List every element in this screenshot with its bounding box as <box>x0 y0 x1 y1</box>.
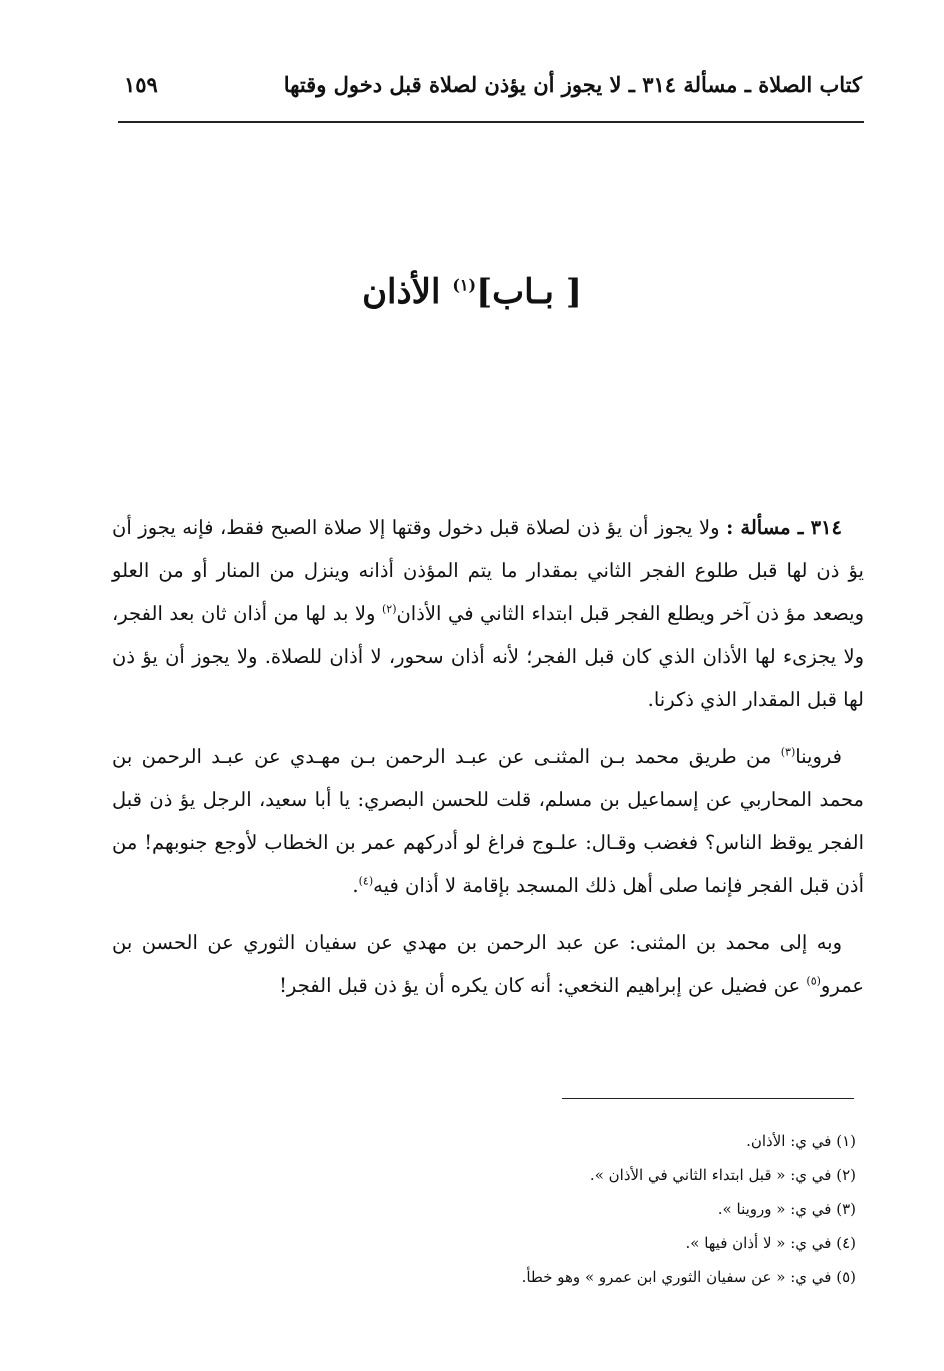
paragraph-issue-314 <box>112 506 864 721</box>
paragraph-text: من طريق محمد بـن المثنـى عن عبـد الرحمن بـن مهـدي عن عبـد الرحمن بن محمد المحاربي عن إسماعيل بن مسلم، قلت للحسن البصري: يا أبا سعيد، الرجل يؤ ذن قبل الفجر يوقظ الناس؟ فغضب وقـال: علـوج فراغ لو أدركهم عمر بن الخطاب لأوجع جنوبهم! من أذن قبل الفجر فإنما صلى أهل ذلك المسجد بإقامة لا أذان فيه <box>112 745 864 897</box>
paragraph-text: فروينا <box>795 745 842 768</box>
chapter-name: الأذان <box>362 272 441 312</box>
footnote-item: (٤) في ي: « لا أذان فيها ». <box>685 1234 856 1252</box>
page-number: ١٥٩ <box>124 72 158 97</box>
paragraph-text: ولا بد لها من أذان ثان بعد الفجر، ولا يجزىء لها الأذان الذي كان قبل الفجر؛ لأنه أذان سحور، لا أذان للصلاة. ولا يجوز أن يؤ ذن لها قبل المقدار الذي ذكرنا. <box>112 602 864 711</box>
chapter-bracket: [ <box>565 272 582 312</box>
paragraph-narration-1 <box>112 735 864 907</box>
chapter-bab: بـاب] <box>476 272 554 312</box>
footnote-item: (٢) في ي: « قبل ابتداء الثاني في الأذان ». <box>589 1166 856 1184</box>
footnote-ref: (٥) <box>806 974 821 988</box>
paragraph-narration-2 <box>112 921 864 1007</box>
paragraph-text: . <box>352 874 359 897</box>
issue-number: ٣١٤ ـ مسألة : <box>726 516 842 539</box>
footnote-ref: (٢) <box>381 602 397 616</box>
header-rule <box>118 121 864 123</box>
footnote-rule <box>562 1098 854 1099</box>
footnotes <box>300 1124 856 1294</box>
footnote-item: (١) في ي: الأذان. <box>746 1132 856 1150</box>
paragraph-text: وبه إلى محمد بن المثنى: عن عبد الرحمن بن مهدي عن سفيان الثوري عن الحسن بن عمرو <box>112 931 864 997</box>
footnote-item: (٣) في ي: « وروينا ». <box>717 1200 856 1218</box>
paragraph-text: ولا يجوز أن يؤ ذن لصلاة قبل دخول وقتها إلا صلاة الصبح فقط، فإنه يجوز أن يؤ ذن لها قبل طلوع الفجر الثاني بمقدار ما يتم المؤذن أذانه وينزل من المنار أو من العلو ويصعد مؤ ذن آخر ويطلع الفجر قبل ابتداء الثاني في الأذان <box>112 516 864 625</box>
chapter-title <box>0 272 944 312</box>
running-title: كتاب الصلاة ـ مسألة ٣١٤ ـ لا يجوز أن يؤذن لصلاة قبل دخول وقتها <box>283 72 862 97</box>
paragraph-text: عن فضيل عن إبراهيم النخعي: أنه كان يكره أن يؤ ذن قبل الفجر! <box>279 974 807 997</box>
running-header <box>118 68 862 108</box>
footnote-item: (٥) في ي: « عن سفيان الثوري ابن عمرو » وهو خطأ. <box>521 1268 856 1286</box>
chapter-footnote-mark: (١) <box>452 275 477 295</box>
footnote-ref: (٤) <box>358 874 374 888</box>
footnote-ref: (٣) <box>780 745 796 759</box>
main-text <box>112 506 864 1021</box>
